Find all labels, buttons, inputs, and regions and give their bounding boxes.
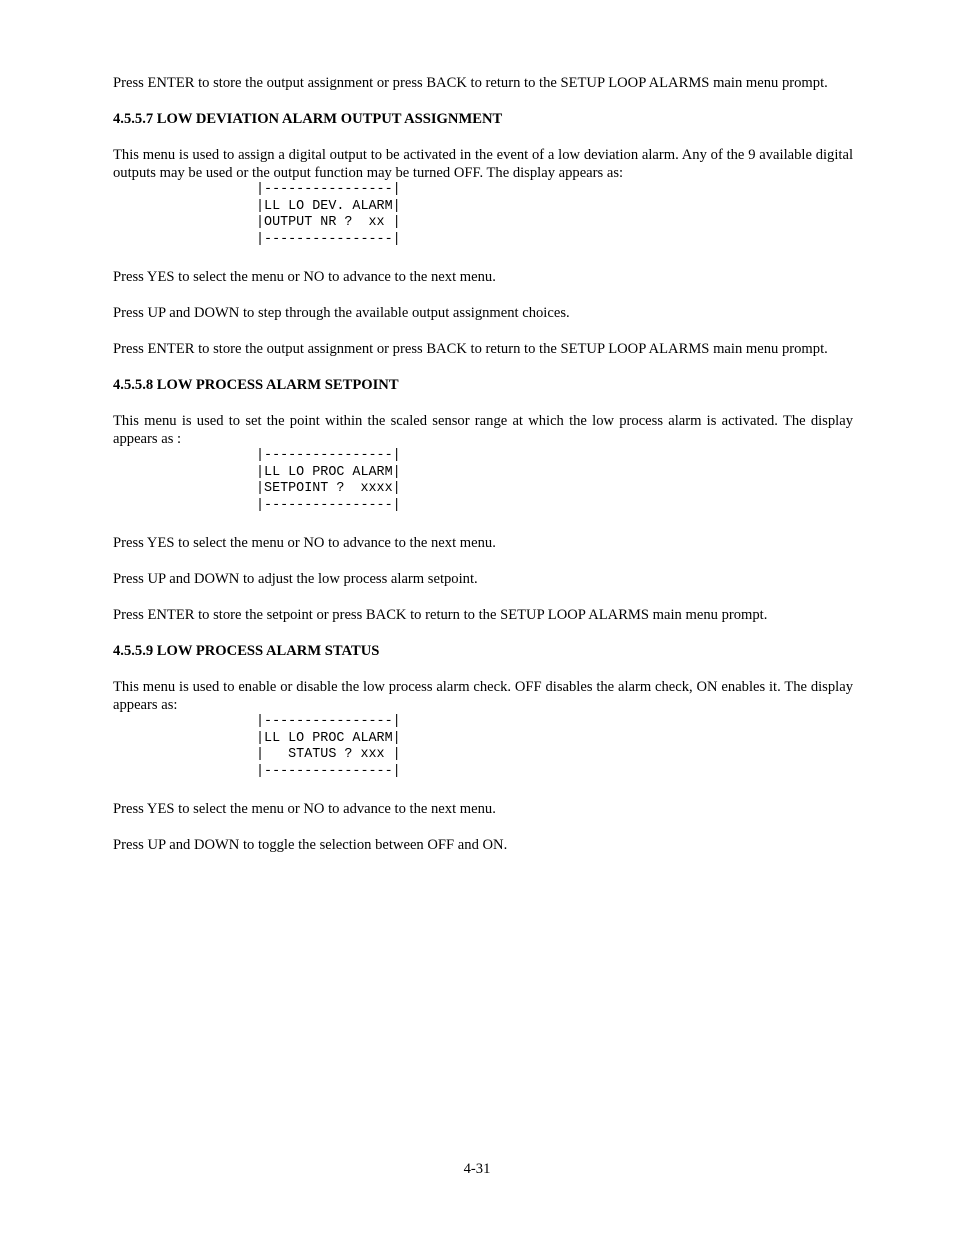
section-heading: 4.5.5.7 LOW DEVIATION ALARM OUTPUT ASSIGNMENT	[113, 111, 503, 127]
lcd-line: |----------------|	[256, 182, 401, 197]
instruction-paragraph: Press ENTER to store the setpoint or press BACK to return to the SETUP LOOP ALARMS main menu prompt.	[113, 607, 768, 623]
lcd-line: |LL LO DEV. ALARM|	[256, 198, 401, 214]
lcd-line: |SETPOINT ? xxxx|	[256, 481, 401, 496]
section-description: This menu is used to set the point within the scaled sensor range at which the low process alarm is activated. The display appears as :	[113, 413, 853, 447]
lcd-line: |----------------|	[256, 448, 401, 463]
intro-paragraph: Press ENTER to store the output assignment or press BACK to return to the SETUP LOOP ALARMS main menu prompt.	[113, 75, 828, 91]
lcd-line: |----------------|	[256, 231, 401, 247]
page-number: 4-31	[463, 1161, 491, 1177]
instruction-paragraph: Press UP and DOWN to toggle the selection between OFF and ON.	[113, 837, 508, 853]
section-low-process-alarm-status	[113, 642, 853, 854]
lcd-line: | STATUS ? xxx |	[256, 747, 401, 762]
section-description: This menu is used to assign a digital output to be activated in the event of a low deviation alarm. Any of the 9 available digital outputs may be used or the output function may be turned OFF. The display appears as:	[113, 147, 853, 181]
section-description: This menu is used to enable or disable the low process alarm check. OFF disables the alarm check, ON enables it. The display appears as:	[113, 679, 853, 713]
lcd-display	[256, 714, 853, 780]
lcd-line: |LL LO PROC ALARM|	[256, 730, 401, 746]
instruction-paragraph: Press ENTER to store the output assignment or press BACK to return to the SETUP LOOP ALARMS main menu prompt.	[113, 341, 828, 357]
lcd-line: |OUTPUT NR ? xx |	[256, 215, 401, 230]
lcd-line: |LL LO PROC ALARM|	[256, 464, 401, 480]
section-heading: 4.5.5.8 LOW PROCESS ALARM SETPOINT	[113, 377, 399, 393]
lcd-line: |----------------|	[256, 497, 401, 513]
document-page	[113, 74, 853, 872]
lcd-display	[256, 448, 853, 514]
instruction-paragraph: Press YES to select the menu or NO to advance to the next menu.	[113, 535, 496, 551]
instruction-paragraph: Press UP and DOWN to adjust the low process alarm setpoint.	[113, 571, 478, 587]
section-low-process-alarm-setpoint	[113, 376, 853, 624]
section-heading: 4.5.5.9 LOW PROCESS ALARM STATUS	[113, 643, 380, 659]
section-low-deviation-alarm-output-assignment	[113, 110, 853, 358]
instruction-paragraph: Press UP and DOWN to step through the available output assignment choices.	[113, 305, 570, 321]
lcd-display	[256, 182, 853, 248]
lcd-line: |----------------|	[256, 714, 401, 729]
lcd-line: |----------------|	[256, 763, 401, 779]
instruction-paragraph: Press YES to select the menu or NO to advance to the next menu.	[113, 801, 496, 817]
instruction-paragraph: Press YES to select the menu or NO to advance to the next menu.	[113, 269, 496, 285]
